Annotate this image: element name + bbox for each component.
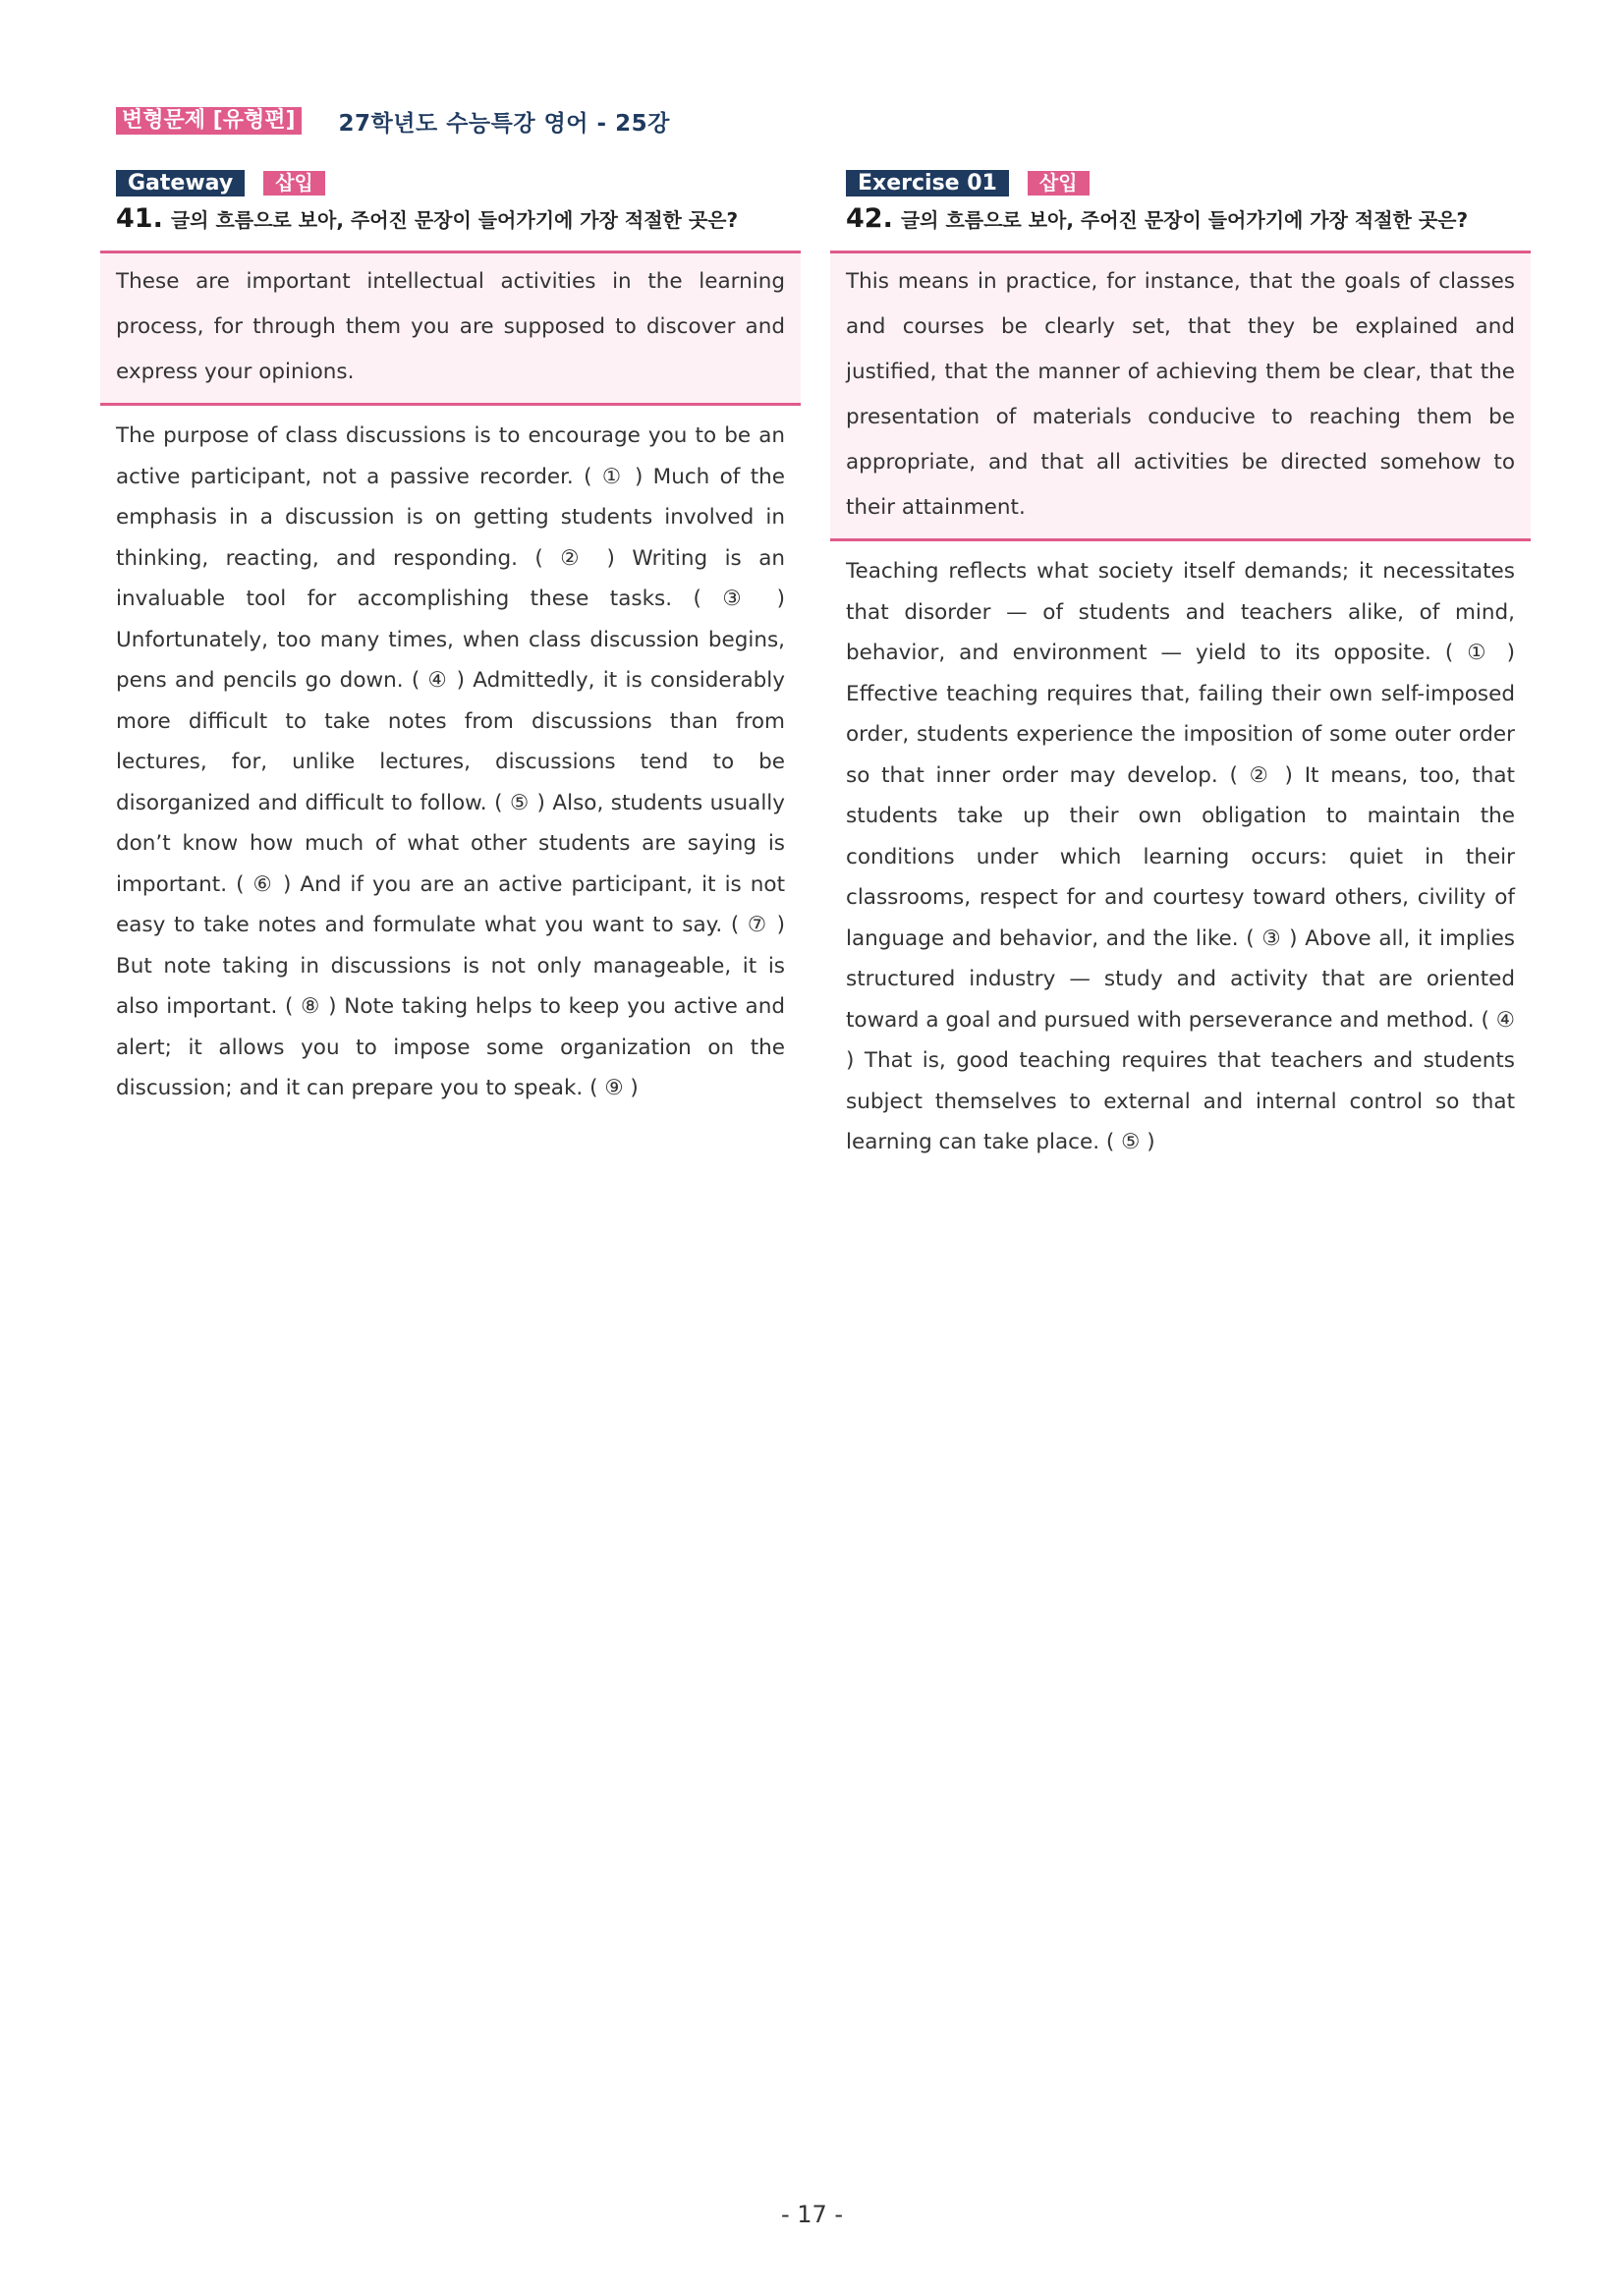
page-header [116, 104, 670, 138]
question-42-column [830, 169, 1531, 1163]
type-tag-insertion: 삽입 [263, 171, 325, 196]
passage-text: Teaching reflects what society itself demands; it necessitates that disorder — of students and teachers alike, of mind, behavior, and environment — yield to its opposite. ( ① ) Effective teaching requires that, failing their own self-imposed order, students experience the imposition of some outer order so that inner order may develop. ( ② ) It means, too, that students take up their own obligation to maintain the conditions under which learning occurs: quiet in their classrooms, respect for and courtesy toward others, civility of language and behavior, and the like. ( ③ ) Above all, it implies structured industry — study and activity that are oriented toward a goal and pursued with perseverance and method. ( ④ ) That is, good teaching requires that teachers and students subject themselves to external and internal control so that learning can take place. ( ⑤ ) [846, 559, 1515, 1154]
given-sentence-box: This means in practice, for instance, that the goals of classes and courses be clearly set, that they be explained and justified, that the manner of achieving them be clear, that the presentation of materials conducive to reaching them be appropriate, and that all activities be directed somehow to their attainment. [830, 251, 1531, 541]
type-tag-insertion: 삽입 [1028, 171, 1090, 196]
section-tag-gateway: Gateway [116, 170, 245, 196]
question-number: 42. [846, 203, 893, 234]
question-tags [830, 169, 1531, 196]
question-text: 글의 흐름으로 보아, 주어진 문장이 들어가기에 가장 적절한 곳은? [170, 208, 739, 232]
question-text: 글의 흐름으로 보아, 주어진 문장이 들어가기에 가장 적절한 곳은? [900, 208, 1469, 232]
series-title: 27학년도 수능특강 영어 - 25강 [338, 110, 670, 137]
question-41-column [100, 169, 801, 1109]
question-prompt [830, 200, 1524, 239]
question-number: 41. [116, 203, 163, 234]
given-sentence-box: These are important intellectual activities in the learning process, for through them you are supposed to discover and express your opinions. [100, 251, 801, 406]
page-number: - 17 - [780, 2201, 844, 2228]
series-tag: 변형문제 [유형편] [116, 107, 302, 135]
section-tag-exercise: Exercise 01 [846, 170, 1009, 196]
question-prompt [100, 200, 794, 239]
passage-text: The purpose of class discussions is to encourage you to be an active participant, not a passive recorder. ( ① ) Much of the emphasis in a discussion is on getting students involved in thinking, reacting, and responding. ( ② ) Writing is an invaluable tool for accomplishing these tasks. ( ③ ) Unfortunately, too many times, when class discussion begins, pens and pencils go down. ( ④ ) Admittedly, it is considerably more difficult to take notes from discussions than from lectures, for, unlike lectures, discussions tend to be disorganized and difficult to follow. ( ⑤ ) Also, students usually don’t know how much of what other students are saying is important. ( ⑥ ) And if you are an active participant, it is not easy to take notes and formulate what you want to say. ( ⑦ ) But note taking in discussions is not only manageable, it is also important. ( ⑧ ) Note taking helps to keep you active and alert; it allows you to impose some organization on the discussion; and it can prepare you to speak. ( ⑨ ) [116, 423, 785, 1100]
question-tags [100, 169, 801, 196]
